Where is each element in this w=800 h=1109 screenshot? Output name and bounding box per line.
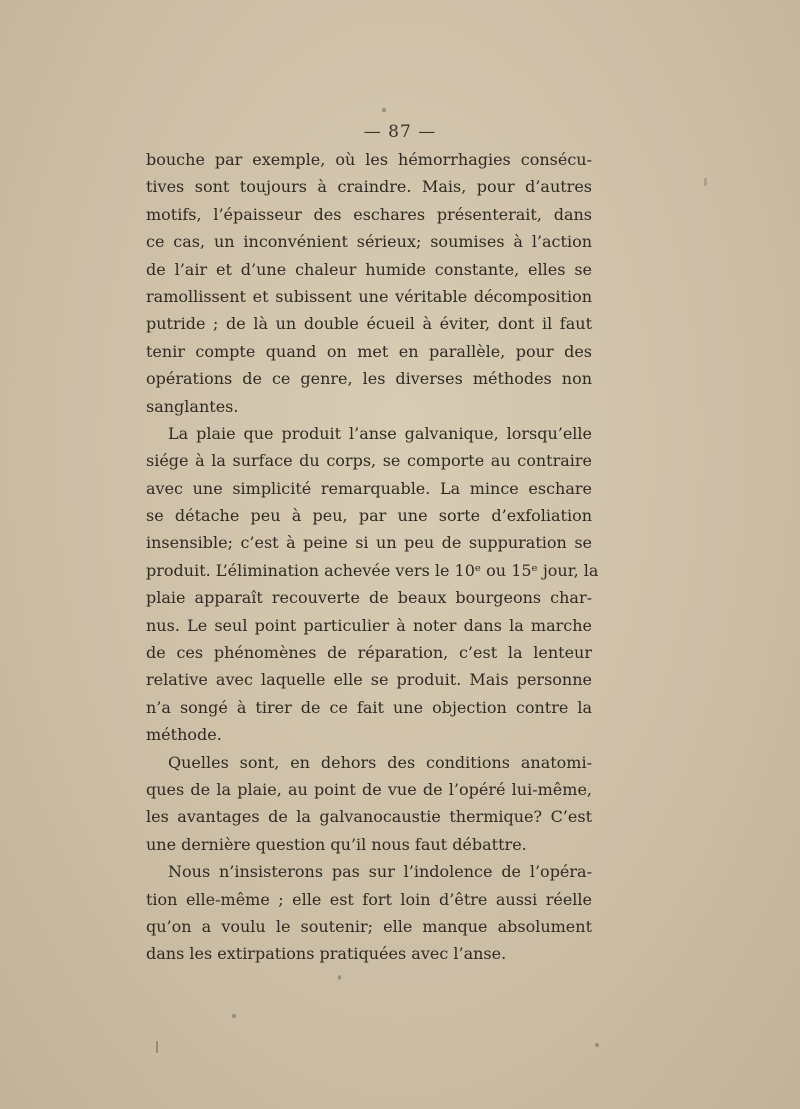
text-line: ce cas, un inconvénient sérieux; soumises à l’action	[146, 232, 592, 252]
text-line: produit. L’élimination achevée vers le 10ᵉ ou 15ᵉ jour, la	[146, 560, 599, 580]
text-line: tenir compte quand on met en parallèle, pour des	[146, 341, 592, 361]
paper-speck	[382, 108, 386, 112]
text-line: sanglantes.	[146, 396, 239, 416]
text-line: n’a songé à tirer de ce fait une objection contre la	[146, 697, 592, 717]
text-line: ques de la plaie, au point de vue de l’opéré lui-même,	[146, 779, 592, 799]
text-line: de ces phénomènes de réparation, c’est la lenteur	[146, 643, 592, 663]
text-line: plaie apparaît recouverte de beaux bourgeons char-	[146, 588, 592, 608]
text-line: Quelles sont, en dehors des conditions anatomi-	[168, 752, 592, 772]
text-line: dans les extirpations pratiquées avec l’anse.	[146, 944, 507, 964]
body-text	[146, 146, 599, 968]
text-line: motifs, l’épaisseur des eschares présenterait, dans	[146, 204, 592, 224]
text-line: opérations de ce genre, les diverses méthodes non	[146, 369, 592, 389]
text-line: La plaie que produit l’anse galvanique, lorsqu’elle	[168, 423, 592, 443]
text-line: se détache peu à peu, par une sorte d’exfoliation	[146, 506, 592, 526]
text-line: bouche par exemple, où les hémorrhagies consécu-	[146, 150, 592, 169]
paper-speck	[232, 1014, 236, 1018]
text-line: insensible; c’est à peine si un peu de suppuration se	[146, 533, 592, 553]
text-line: Nous n’insisterons pas sur l’indolence de l’opéra-	[168, 862, 592, 882]
paper-speck	[156, 1041, 158, 1053]
paper-speck	[595, 1043, 599, 1047]
text-line: tives sont toujours à craindre. Mais, pour d’autres	[146, 177, 592, 197]
text-line: avec une simplicité remarquable. La mince eschare	[146, 478, 592, 498]
text-line: une dernière question qu’il nous faut débattre.	[146, 834, 527, 854]
text-line: nus. Le seul point particulier à noter dans la marche	[146, 615, 592, 635]
text-line: les avantages de la galvanocaustie thermique? C’est	[146, 807, 592, 827]
text-line: ramollissent et subissent une véritable décomposition	[146, 286, 592, 306]
page-number: — 87 —	[363, 122, 437, 142]
text-line: méthode.	[146, 725, 222, 745]
text-line: tion elle-même ; elle est fort loin d’être aussi réelle	[146, 889, 592, 909]
text-line: de l’air et d’une chaleur humide constante, elles se	[146, 259, 592, 279]
text-line: relative avec laquelle elle se produit. Mais personne	[146, 670, 592, 690]
text-line: putride ; de là un double écueil à éviter, dont il faut	[146, 314, 592, 334]
paper-speck	[704, 178, 707, 186]
paper-speck	[338, 975, 341, 980]
text-line: siége à la surface du corps, se comporte au contraire	[146, 451, 592, 471]
text-line: qu’on a voulu le soutenir; elle manque absolument	[146, 916, 592, 936]
